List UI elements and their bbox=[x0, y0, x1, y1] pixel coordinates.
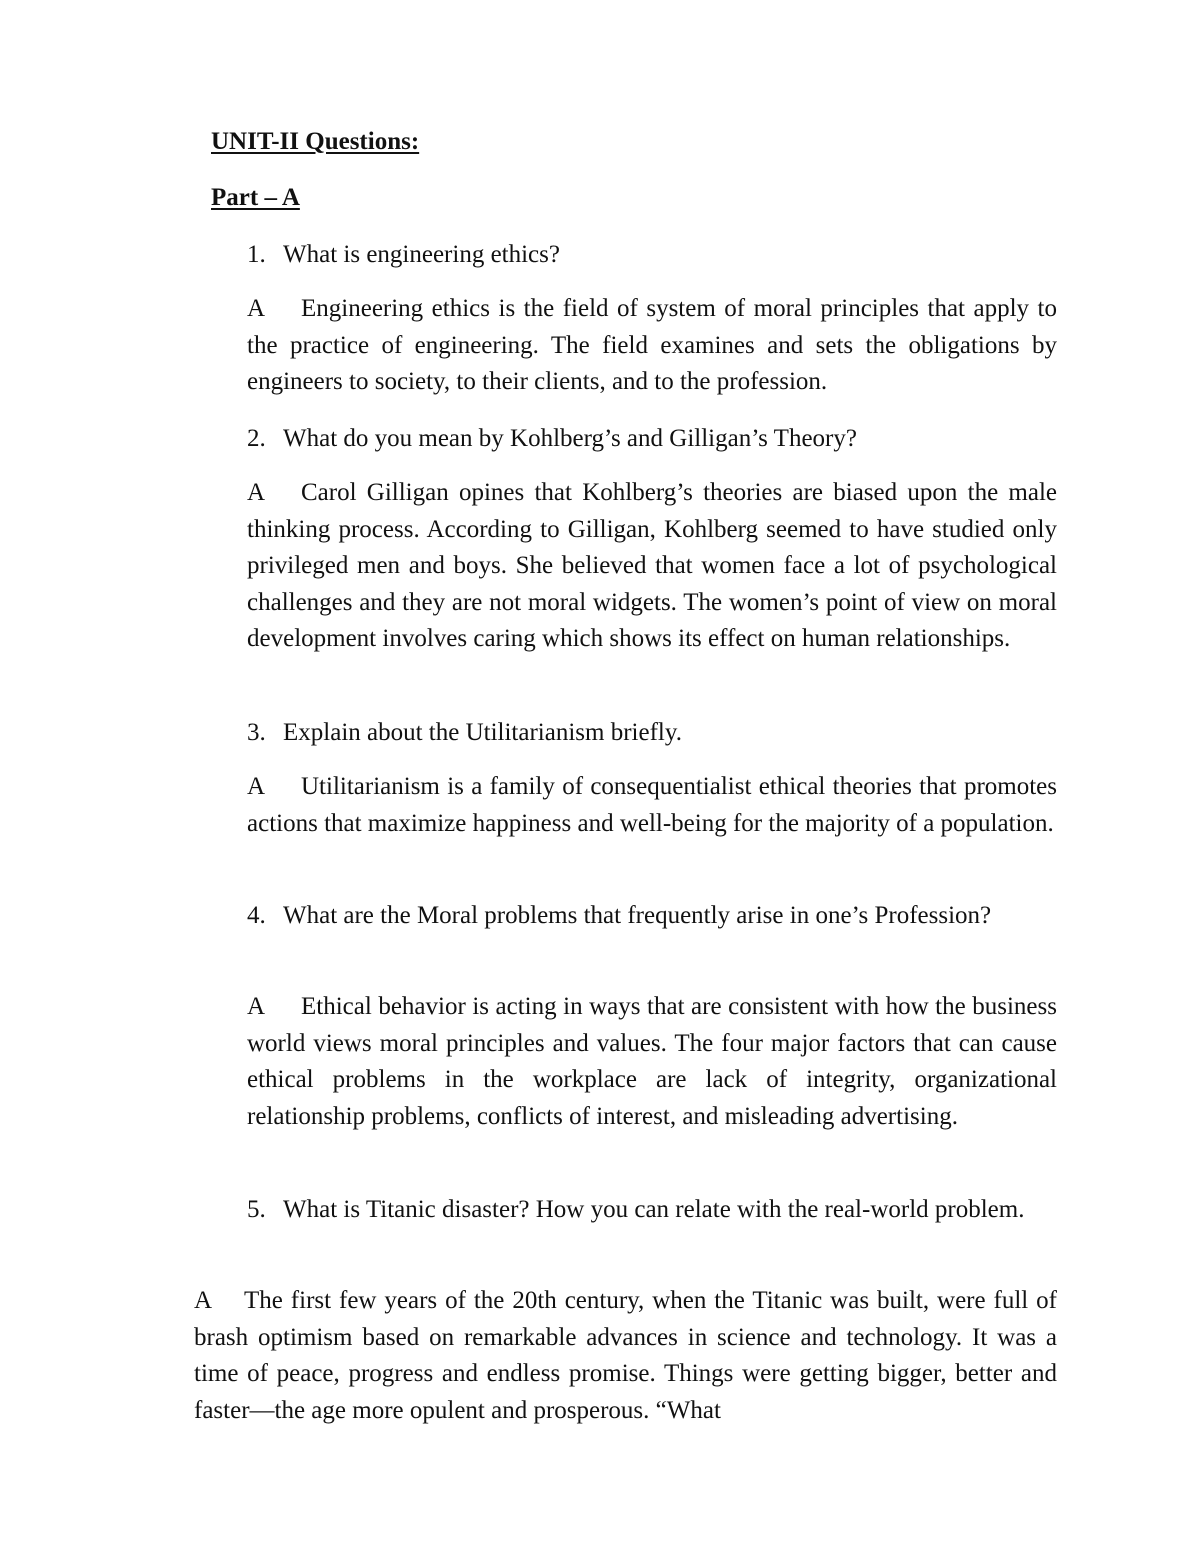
question-number: 1. bbox=[247, 241, 266, 268]
answer-text: Utilitarianism is a family of consequentialist ethical theories that promotes actions that maximize happiness and well-being for the majority of a population. bbox=[247, 773, 1057, 837]
answer-4 bbox=[247, 989, 1057, 1135]
answer-marker: A bbox=[247, 993, 266, 1020]
question-text: What is engineering ethics? bbox=[283, 241, 560, 268]
question-1 bbox=[247, 236, 1057, 273]
answer-text: Ethical behavior is acting in ways that are consistent with how the business world views moral principles and values. The four major factors that can cause ethical problems in the workplace are lack of integrity, organizational relationship problems, conflicts of interest, and misleading advertising. bbox=[247, 993, 1057, 1130]
question-number: 4. bbox=[247, 902, 266, 929]
question-5 bbox=[247, 1191, 1057, 1228]
question-2 bbox=[247, 420, 1057, 457]
question-text: What are the Moral problems that frequently arise in one’s Profession? bbox=[283, 902, 992, 929]
question-number: 5. bbox=[247, 1196, 266, 1223]
question-3 bbox=[247, 714, 1057, 751]
question-text: Explain about the Utilitarianism briefly. bbox=[283, 719, 682, 746]
answer-5 bbox=[194, 1283, 1057, 1429]
answer-2 bbox=[247, 475, 1057, 658]
question-number: 2. bbox=[247, 425, 266, 452]
answer-marker: A bbox=[247, 479, 266, 506]
answer-text: Engineering ethics is the field of system of moral principles that apply to the practice of engineering. The field examines and sets the obligations by engineers to society, to their clients, and to the profession. bbox=[247, 295, 1057, 395]
answer-marker: A bbox=[247, 773, 266, 800]
answer-marker: A bbox=[194, 1287, 213, 1314]
question-4 bbox=[247, 897, 1057, 934]
question-text: What is Titanic disaster? How you can relate with the real-world problem. bbox=[283, 1196, 1025, 1223]
answer-text: Carol Gilligan opines that Kohlberg’s theories are biased upon the male thinking process. According to Gilligan, Kohlberg seemed to have studied only privileged men and boys. She believed that women face a lot of psychological challenges and they are not moral widgets. The women’s point of view on moral development involves caring which shows its effect on human relationships. bbox=[247, 479, 1057, 652]
part-heading: Part – A bbox=[211, 184, 300, 211]
unit-heading: UNIT-II Questions: bbox=[211, 128, 420, 155]
question-text: What do you mean by Kohlberg’s and Gilligan’s Theory? bbox=[283, 425, 857, 452]
answer-1 bbox=[247, 291, 1057, 401]
answer-marker: A bbox=[247, 295, 266, 322]
answer-3 bbox=[247, 769, 1057, 842]
question-number: 3. bbox=[247, 719, 266, 746]
answer-text: The first few years of the 20th century, when the Titanic was built, were full of brash optimism based on remarkable advances in science and technology. It was a time of peace, progress and endless promise. Things were getting bigger, better and faster—the age more opulent and prosperous. “What bbox=[194, 1287, 1057, 1424]
